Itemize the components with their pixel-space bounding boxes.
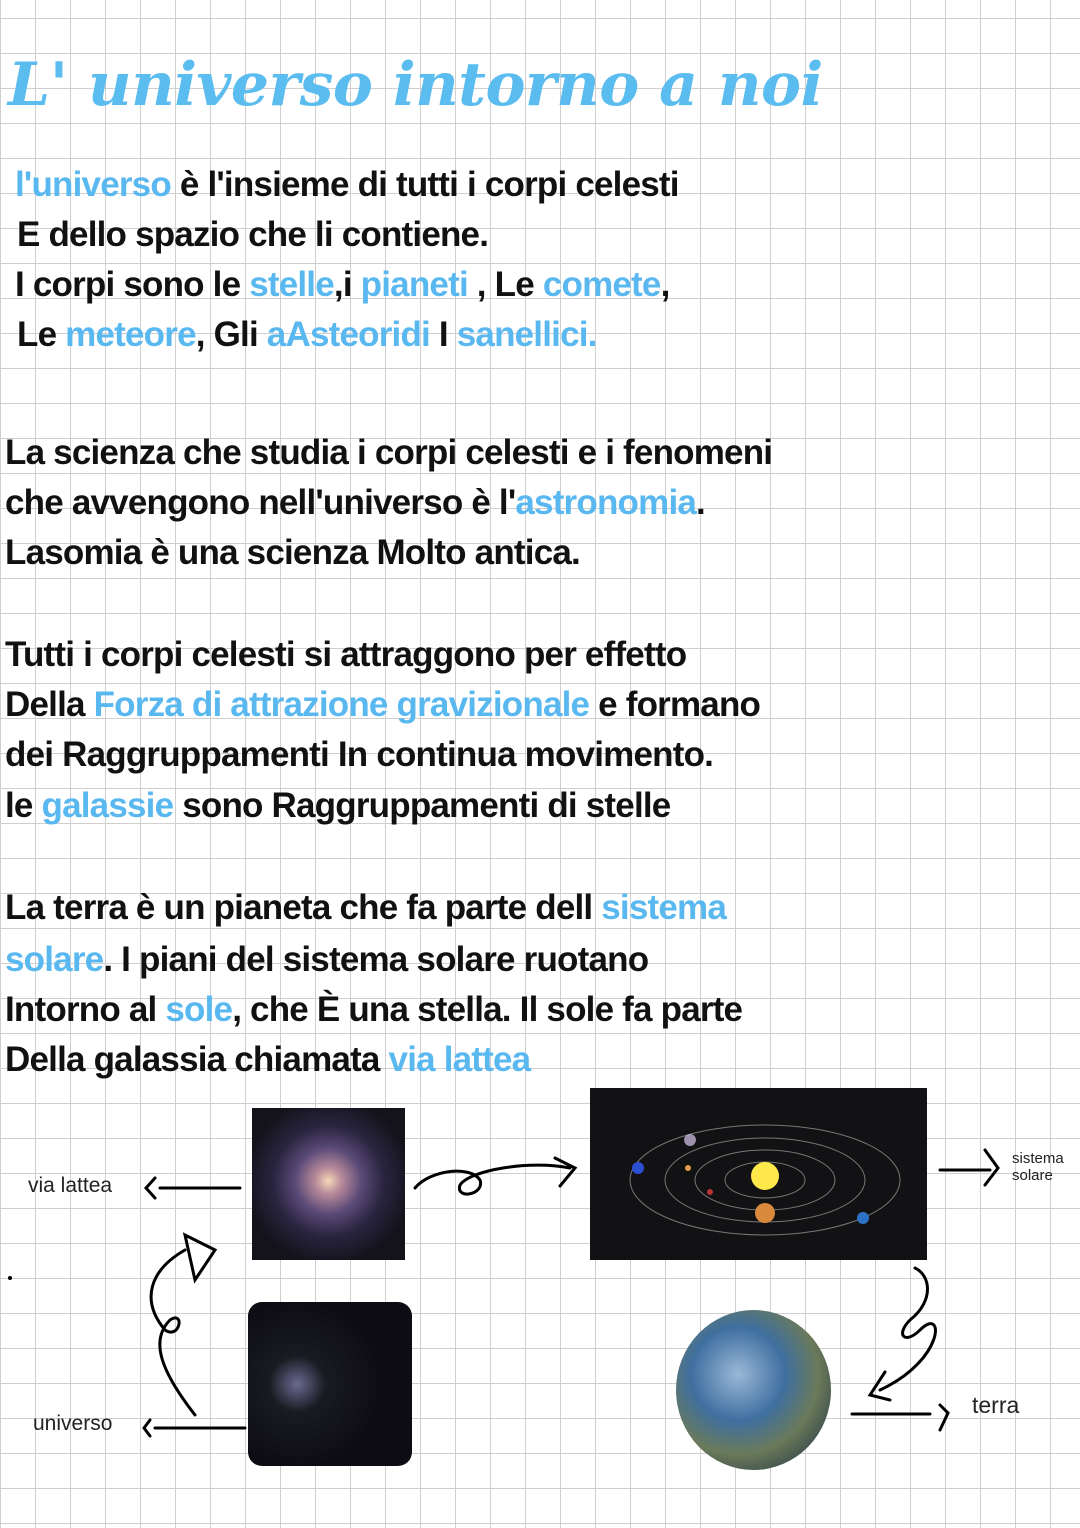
label-universo: universo — [33, 1412, 113, 1435]
label-solare: solare — [1012, 1167, 1053, 1184]
highlighted-term: galassie — [41, 786, 174, 825]
highlighted-term: meteore — [65, 315, 196, 354]
text-segment: . — [696, 483, 705, 522]
text-segment: I — [429, 315, 457, 354]
highlighted-term: Forza di attrazione gravizionale — [93, 685, 590, 724]
text-segment: Le — [17, 315, 66, 354]
highlighted-term: stelle — [249, 265, 334, 304]
highlighted-term: pianeti — [360, 265, 468, 304]
arrow-via-lattea — [146, 1178, 240, 1198]
text-segment: , Le — [467, 265, 543, 304]
text-segment: ,i — [333, 265, 361, 304]
text-segment: . I piani del sistema solare ruotano — [103, 940, 649, 979]
text-segment: Tutti i corpi celesti si attraggono per effetto — [5, 635, 687, 674]
text-segment: Lasomia è una scienza Molto antica. — [5, 533, 580, 572]
arrow-galaxy-to-solar — [415, 1158, 575, 1194]
text-segment: La scienza che studia i corpi celesti e i fenomeni — [5, 433, 773, 472]
text-segment: E dello spazio che li contiene. — [17, 215, 489, 254]
text-segment: , Gli — [195, 315, 267, 354]
highlighted-term: sistema — [601, 888, 727, 927]
text-segment: e formano — [589, 685, 761, 724]
text-segment: dei Raggruppamenti In continua movimento. — [5, 735, 714, 774]
text-segment: Intorno al — [5, 990, 166, 1029]
highlighted-term: sanellici. — [456, 315, 597, 354]
highlighted-term: astronomia — [515, 483, 697, 522]
page-title: L' universo intorno a noi — [8, 50, 823, 120]
label-via-lattea: via lattea — [28, 1174, 113, 1197]
text-segment: Della galassia chiamata — [5, 1040, 389, 1079]
highlighted-term: aAsteoridi — [266, 315, 430, 354]
label-sistema: sistema — [1012, 1150, 1064, 1167]
text-segment: è l'insieme di tutti i corpi celesti — [170, 165, 679, 204]
highlighted-term: sole — [165, 990, 233, 1029]
text-segment: , — [660, 265, 670, 304]
label-terra: terra — [972, 1392, 1020, 1418]
arrow-terra — [852, 1405, 948, 1430]
arrow-universe-to-galaxy — [151, 1235, 215, 1415]
text-segment: , che È una stella. Il sole fa parte — [232, 990, 743, 1029]
text-segment: che avvengono nell'universo è l' — [5, 483, 516, 522]
arrow-sistema-solare — [940, 1150, 998, 1185]
highlighted-term: l'universo — [15, 165, 171, 204]
highlighted-term: via lattea — [388, 1040, 531, 1079]
text-segment: sono Raggruppamenti di stelle — [173, 786, 671, 825]
arrow-solar-to-earth — [870, 1268, 935, 1400]
highlighted-term: comete — [542, 265, 661, 304]
highlighted-term: solare — [5, 940, 104, 979]
text-segment: le — [5, 786, 42, 825]
dot-mark — [8, 1276, 12, 1280]
arrow-universo — [144, 1420, 245, 1436]
text-segment: Della — [5, 685, 94, 724]
text-segment: I corpi sono le — [15, 265, 250, 304]
text-segment: La terra è un pianeta che fa parte dell — [5, 888, 602, 927]
